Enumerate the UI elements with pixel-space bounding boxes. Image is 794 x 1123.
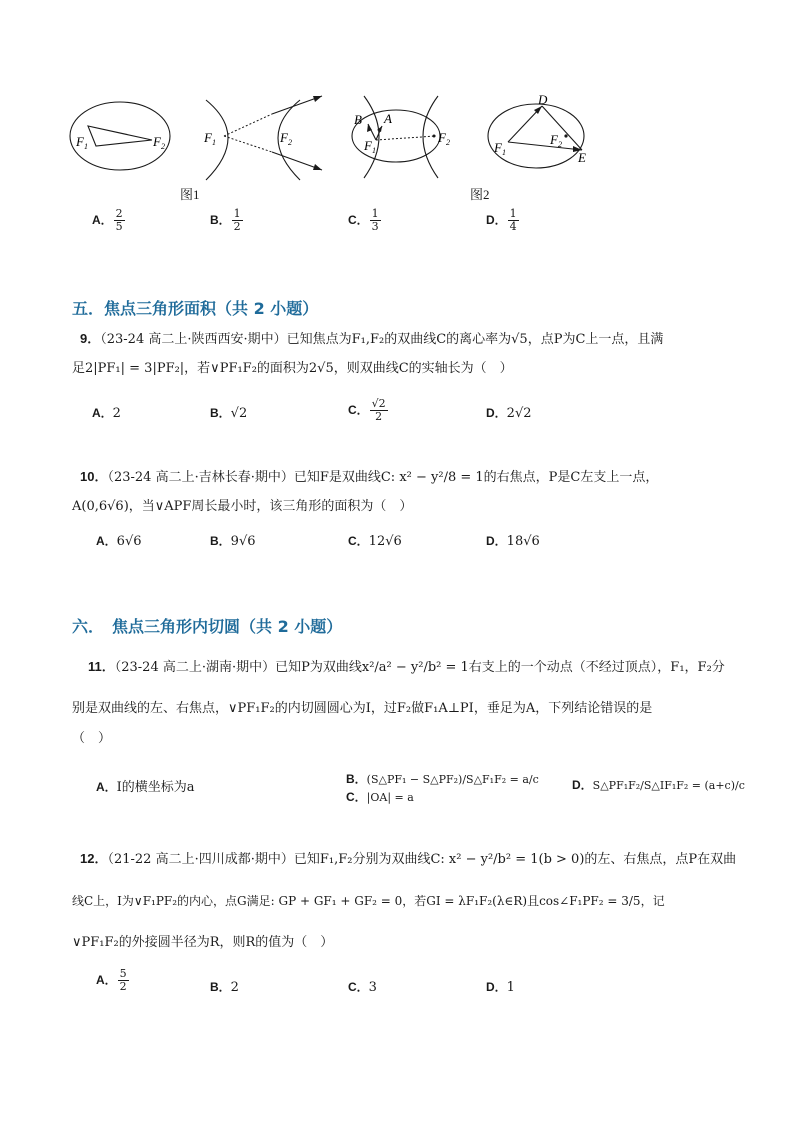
q8-option-b[interactable]: B． $\frac{1}{2}$ [210, 207, 241, 233]
label-f1: $F_1$ [204, 130, 216, 147]
q12-option-d[interactable]: D．1 [486, 980, 515, 995]
q10-option-a[interactable]: A．6√6 [96, 534, 142, 549]
section-6-title: 六． 焦点三角形内切圆（共 2 小题） [72, 617, 343, 636]
label-f2: $F_2$ [153, 134, 165, 151]
q10-option-b[interactable]: B．9√6 [210, 534, 256, 549]
q10-line-2: A(0,6√6)，当∨APF周长最小时，该三角形的面积为（ ） [72, 499, 413, 514]
q10-option-d[interactable]: D．18√6 [486, 534, 540, 549]
q11-option-c[interactable]: C．|OA| = a [346, 790, 414, 804]
figure-1-hyperbola [198, 90, 338, 194]
section-5-title: 五．焦点三角形面积（共 2 小题） [72, 299, 319, 318]
q11-option-a[interactable]: A．I的横坐标为a [96, 780, 195, 795]
q11-line-3: （ ） [72, 731, 112, 746]
figure-2-ellipse-triangle [482, 90, 602, 194]
q9-option-b[interactable]: B．√2 [210, 406, 248, 421]
figure-1-ellipse [60, 90, 190, 194]
q12-option-b[interactable]: B．2 [210, 980, 239, 995]
label-f1: $F_1$ [494, 140, 506, 157]
q12-line-1: 12．（21-22 高二上·四川成都·期中）已知F₁,F₂分别为双曲线C: x² − y²/b² = 1(b > 0)的左、右焦点，点P在双曲 [80, 851, 737, 867]
label-d: D [538, 92, 548, 107]
q12-line-3: ∨PF₁F₂的外接圆半径为R，则R的值为（ ） [72, 935, 334, 950]
q8-option-c[interactable]: C． $\frac{1}{3}$ [348, 207, 379, 233]
q12-option-c[interactable]: C．3 [348, 980, 377, 995]
q11-line-1: 11．（23-24 高二上·湖南·期中）已知P为双曲线x²/a² − y²/b² = 1右支上的一个动点（不经过顶点），F₁，F₂分 [88, 659, 725, 675]
q9-line-2: 足2|PF₁| = 3|PF₂|，若∨PF₁F₂的面积为2√5，则双曲线C的实轴长为（ ） [72, 361, 513, 376]
q8-option-d[interactable]: D． $\frac{1}{4}$ [486, 207, 517, 233]
q12-option-a[interactable]: A． $\frac{5}{2}$ [96, 967, 127, 993]
label-a: A [384, 111, 392, 126]
q11-line-2: 别是双曲线的左、右焦点，∨PF₁F₂的内切圆圆心为I，过F₂做F₁A⊥PI，垂足为A，下列结论错误的是 [72, 701, 653, 716]
q11-option-d[interactable]: D．S△PF₁F₂/S△IF₁F₂ = (a+c)/c [572, 778, 745, 792]
q10-line-1: 10．（23-24 高二上·吉林长春·期中）已知F是双曲线C: x² − y²/8 = 1的右焦点，P是C左支上一点， [80, 469, 659, 485]
label-e: E [578, 150, 586, 165]
label-f1: $F_1$ [76, 134, 88, 151]
q9-option-a[interactable]: A．2 [92, 406, 121, 421]
label-b: B [354, 112, 362, 127]
label-f2: $F_2$ [280, 130, 292, 147]
q9-line-1: 9．（23-24 高二上·陕西西安·期中）已知焦点为F₁,F₂的双曲线C的离心率为√5，点P为C上一点，且满 [80, 331, 664, 347]
q9-option-d[interactable]: D．2√2 [486, 406, 532, 421]
q12-line-2: 线C上，I为∨F₁PF₂的内心，点G满足: GP + GF₁ + GF₂ = 0，若GI = λF₁F₂(λ∈R)且cos∠F₁PF₂ = 3/5，记 [72, 894, 665, 908]
label-f2: $F_2$ [550, 132, 562, 149]
q8-option-a[interactable]: A． $\frac{2}{5}$ [92, 207, 123, 233]
figure-2-hyperbola-ellipse [346, 90, 466, 194]
label-f1: $F_1$ [364, 138, 376, 155]
q9-option-c[interactable]: C． $\frac{√2}{2}$ [348, 397, 386, 423]
q11-option-b[interactable]: B．(S△PF₁ − S△PF₂)/S△F₁F₂ = a/c [346, 772, 539, 786]
q10-option-c[interactable]: C．12√6 [348, 534, 402, 549]
figure-1-caption: 图1 [180, 187, 200, 202]
figure-2-caption: 图2 [470, 187, 490, 202]
label-f2: $F_2$ [438, 130, 450, 147]
